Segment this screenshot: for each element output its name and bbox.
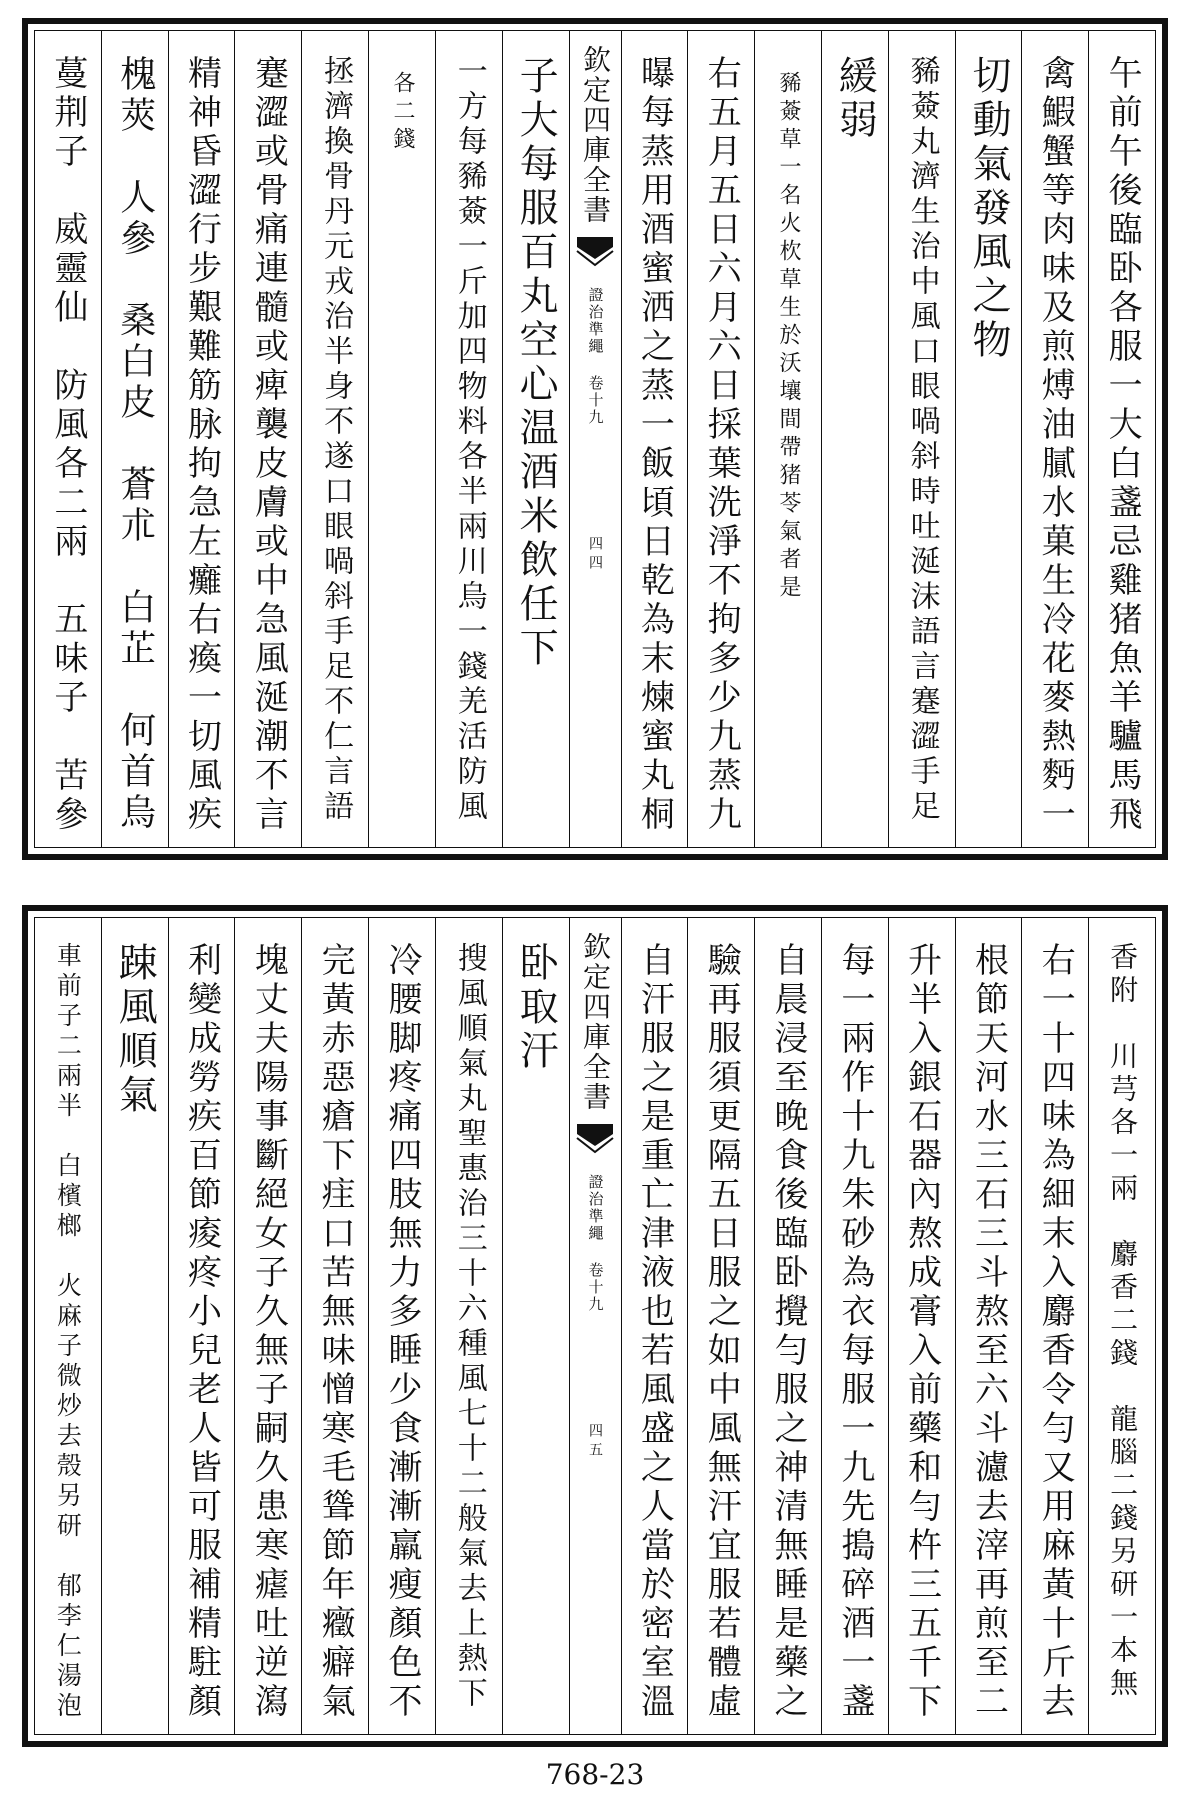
column-text: 各二錢 <box>389 71 415 155</box>
text-column <box>101 918 168 1734</box>
column-text: 右五月五日六月六日採葉洗淨不拘多少九蒸九 <box>701 55 742 835</box>
column-text: 蹇澀或骨痛連髓或痺襲皮膚或中急風涎潮不言 <box>248 55 289 835</box>
text-column <box>1021 918 1088 1734</box>
column-text: 蔓荆子 威靈仙 防風各二兩 五味子 苦參 <box>47 55 88 835</box>
annotation-column <box>368 31 435 847</box>
column-text: 右一十四味為細末入麝香令勻又用麻黃十斤去 <box>1035 942 1076 1722</box>
text-column <box>101 31 168 847</box>
book-title: 欽定四庫全書 <box>579 45 612 225</box>
text-column <box>168 31 235 847</box>
column-text: 每一兩作十九朱砂為衣每服一九先搗碎酒一盞 <box>834 942 875 1722</box>
text-column <box>435 918 502 1734</box>
column-text: 卧取汗 <box>513 942 559 1074</box>
column-text: 利變成勞疾百節痠疼小兒老人皆可服補精駐顏 <box>181 942 222 1722</box>
column-text: 切動氣發風之物 <box>965 55 1011 363</box>
text-column <box>687 31 754 847</box>
text-column <box>621 918 688 1734</box>
text-column <box>301 918 368 1734</box>
text-column <box>1088 918 1155 1734</box>
folio-number: 四五 <box>587 1423 603 1461</box>
column-text: 拯濟換骨丹元戎治半身不遂口眼喎斜手足不仁言語 <box>318 55 354 825</box>
text-column <box>754 918 821 1734</box>
column-text: 槐莢 人參 桑白皮 蒼朮 白芷 何首烏 <box>114 55 156 834</box>
column-text: 升半入銀石器內熬成膏入前藥和勻杵三五千下 <box>901 942 942 1722</box>
column-text: 精神昏澀行步艱難筋脉拘急左癱右瘓一切風疾 <box>181 55 222 835</box>
column-text: 子大每服百丸空心温酒米飲任下 <box>513 55 559 671</box>
text-column <box>955 918 1022 1734</box>
bottom-page-columns <box>34 917 1156 1735</box>
text-column <box>888 31 955 847</box>
text-column <box>435 31 502 847</box>
text-column <box>821 31 888 847</box>
bottom-page <box>22 905 1168 1747</box>
column-text: 自汗服之是重亡津液也若風盛之人當於密室溫 <box>634 942 675 1722</box>
text-column <box>301 31 368 847</box>
text-column <box>502 918 569 1734</box>
text-column <box>35 31 101 847</box>
fish-tail-icon <box>575 233 615 273</box>
text-column <box>1088 31 1155 847</box>
column-text: 豨薟草一名火杴草生於沃壤間帶猪苓氣者是 <box>776 71 802 603</box>
text-column <box>955 31 1022 847</box>
column-text: 冷腰脚疼痛四肢無力多睡少食漸漸羸瘦顏色不 <box>381 942 422 1722</box>
text-column <box>168 918 235 1734</box>
text-column <box>234 31 301 847</box>
column-text: 香附 川芎各一兩 麝香二錢 龍腦二錢另研一本無 <box>1106 942 1140 1701</box>
column-text: 塊丈夫陽事斷絕女子久無子嗣久患寒瘧吐逆瀉 <box>248 942 289 1722</box>
text-column <box>821 918 888 1734</box>
fish-tail-icon <box>575 1120 615 1160</box>
text-column <box>35 918 101 1734</box>
column-text: 禽鰕蟹等肉味及煎煿油膩水菓生冷花麥熱麪一 <box>1035 55 1076 835</box>
column-text: 自晨浸至晚食後臨卧攪勻服之神清無睡是藥之 <box>768 942 809 1722</box>
top-page-columns <box>34 30 1156 848</box>
column-text: 完黃赤惡瘡下疰口苦無味憎寒毛聳節年癥癖氣 <box>315 942 356 1722</box>
center-fold <box>569 31 621 847</box>
text-column <box>502 31 569 847</box>
text-column <box>888 918 955 1734</box>
column-text: 搜風順氣丸聖惠治三十六種風七十二般氣去上熱下 <box>451 942 487 1712</box>
volume-label: 證治準繩 卷十九 <box>586 1174 605 1313</box>
column-text: 驗再服須更隔五日服之如中風無汗宜服若體虛 <box>701 942 742 1722</box>
text-column <box>368 918 435 1734</box>
folio-number: 四四 <box>587 536 603 574</box>
column-text: 一方每豨薟一斤加四物料各半兩川烏一錢羌活防風 <box>451 55 487 825</box>
book-title: 欽定四庫全書 <box>579 932 612 1112</box>
volume-label: 證治準繩 卷十九 <box>586 287 605 426</box>
text-column <box>234 918 301 1734</box>
column-text: 踈風順氣 <box>112 942 158 1118</box>
column-text: 豨薟丸濟生治中風口眼喎斜時吐涎沫語言蹇澀手足 <box>904 55 940 825</box>
center-fold <box>569 918 621 1734</box>
text-column <box>687 918 754 1734</box>
column-text: 車前子二兩半 白檳榔 火麻子微炒去殼另研 郁李仁湯泡 <box>53 942 83 1722</box>
column-text: 曝每蒸用酒蜜洒之蒸一飯頃日乾為末煉蜜丸桐 <box>634 55 675 835</box>
annotation-column <box>754 31 821 847</box>
text-column <box>621 31 688 847</box>
top-page <box>22 18 1168 860</box>
column-text: 緩弱 <box>832 55 878 143</box>
column-text: 根節天河水三石三斗熬至六斗濾去滓再煎至二 <box>968 942 1009 1722</box>
text-column <box>1021 31 1088 847</box>
page-number: 768-23 <box>545 1758 645 1791</box>
column-text: 午前午後臨卧各服一大白盞忌雞猪魚羊驢馬飛 <box>1102 55 1143 835</box>
